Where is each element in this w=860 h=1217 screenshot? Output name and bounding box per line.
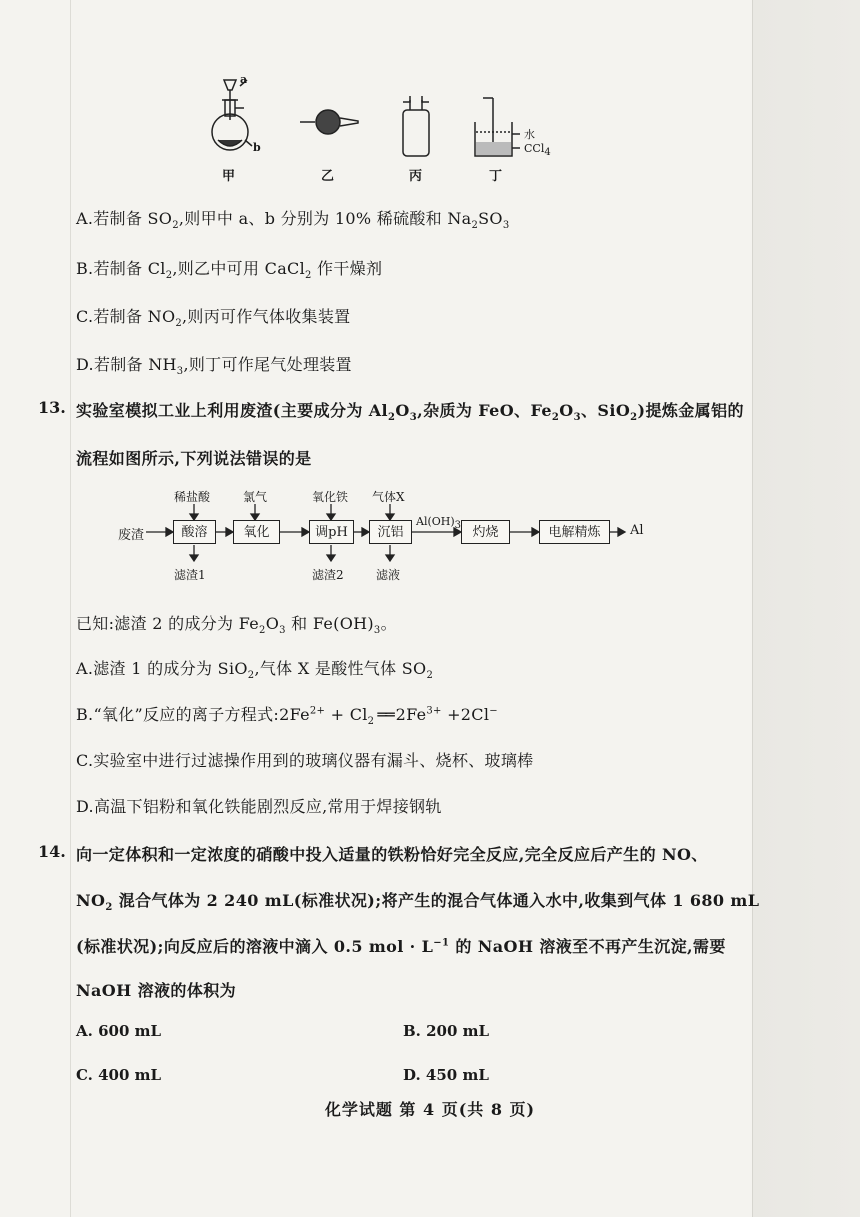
flow-box-precipitate-al: 沉铝 [369, 520, 412, 544]
q13-number: 13. [38, 398, 66, 417]
q14-option-d: D. 450 mL [403, 1066, 489, 1084]
flow-output-residue2: 滤渣2 [312, 568, 344, 582]
apparatus-ding [475, 98, 520, 156]
apparatus-bing [403, 96, 429, 156]
q12-option-a: A.若制备 $SO_2$,则甲中 a、b 分别为 10% 稀硫酸和 $Na_2SO_3$ [76, 209, 510, 232]
q12-option-c: C.若制备 $NO_2$,则丙可作气体收集装置 [76, 307, 351, 330]
apparatus-figure [200, 70, 560, 180]
q14-stem-line4: NaOH 溶液的体积为 [76, 981, 237, 1000]
flow-input-hcl: 稀盐酸 [174, 490, 211, 504]
flow-box-calcine: 灼烧 [461, 520, 510, 544]
q14-stem-line3: (标准状况);向反应后的溶液中滴入 0.5 mol · $L^{-1}$ 的 NaOH 溶液至不再产生沉淀,需要 [76, 937, 726, 956]
q12-option-d: D.若制备 $NH_3$,则丁可作尾气处理装置 [76, 355, 352, 378]
flow-input-gas-x: 气体X [372, 490, 405, 504]
label-yi: 乙 [321, 169, 335, 184]
label-b: b [253, 141, 261, 154]
q12-option-b: B.若制备 $Cl_2$,则乙中可用 CaCl$_2$ 作干燥剂 [76, 259, 383, 282]
flow-input-cl2: 氯气 [243, 490, 268, 504]
q13-known: 已知:滤渣 2 的成分为 $Fe_2O_3$ 和 $Fe(OH)_3$。 [76, 614, 397, 637]
q14-stem-line2: $NO_2$ 混合气体为 2 240 mL(标准状况);将产生的混合气体通入水中,收集到气体 1 680 mL [76, 891, 760, 914]
q13-option-b: B.“氧化”反应的离子方程式$:2Fe^{2+} + Cl_2$ ══ $2Fe^{3+} +2Cl^-$ [76, 705, 498, 728]
label-bing: 丙 [409, 169, 423, 184]
apparatus-yi [300, 110, 358, 134]
flow-mid-al-oh-3: $Al(OH)_3$ [416, 515, 462, 532]
label-ccl4: CCl$_4$ [524, 142, 551, 159]
flow-end: Al [630, 523, 644, 538]
label-water: 水 [524, 128, 535, 141]
adjacent-page-margin [752, 0, 860, 1217]
q13-stem-line1: 实验室模拟工业上利用废渣(主要成分为 $Al_2O_3$,杂质为 FeO、$Fe_2O_3$、SiO$_2$)提炼金属铝的 [76, 401, 744, 424]
flow-input-fe2o3: 氧化铁 [312, 490, 349, 504]
label-ding: 丁 [489, 169, 503, 184]
flow-box-acid-dissolve: 酸溶 [173, 520, 216, 544]
flow-start: 废渣 [118, 528, 145, 543]
label-a: a [240, 73, 248, 86]
flow-box-adjust-ph: 调pH [309, 520, 354, 544]
q13-stem-line2: 流程如图所示,下列说法错误的是 [76, 449, 312, 468]
apparatus-jia [212, 80, 252, 150]
q14-option-c: C. 400 mL [76, 1066, 162, 1084]
q14-stem-line1: 向一定体积和一定浓度的硝酸中投入适量的铁粉恰好完全反应,完全反应后产生的 NO、 [76, 845, 708, 864]
page-edge-left [70, 0, 71, 1217]
q14-option-a: A. 600 mL [76, 1022, 162, 1040]
q13-option-c: C.实验室中进行过滤操作用到的玻璃仪器有漏斗、烧杯、玻璃棒 [76, 751, 534, 770]
label-jia: 甲 [222, 169, 236, 184]
flow-output-filtrate: 滤液 [376, 568, 401, 582]
q13-option-d: D.高温下铝粉和氧化铁能剧烈反应,常用于焊接钢轨 [76, 797, 442, 816]
q14-number: 14. [38, 842, 66, 861]
q14-option-b: B. 200 mL [403, 1022, 490, 1040]
flow-box-oxidation: 氧化 [233, 520, 280, 544]
q13-option-a: A.滤渣 1 的成分为 SiO$_2$,气体 X 是酸性气体 $SO_2$ [76, 659, 434, 682]
flow-output-residue1: 滤渣1 [174, 568, 206, 582]
page-footer: 化学试题 第 4 页(共 8 页) [324, 1100, 536, 1119]
flow-box-electrolysis: 电解精炼 [539, 520, 610, 544]
